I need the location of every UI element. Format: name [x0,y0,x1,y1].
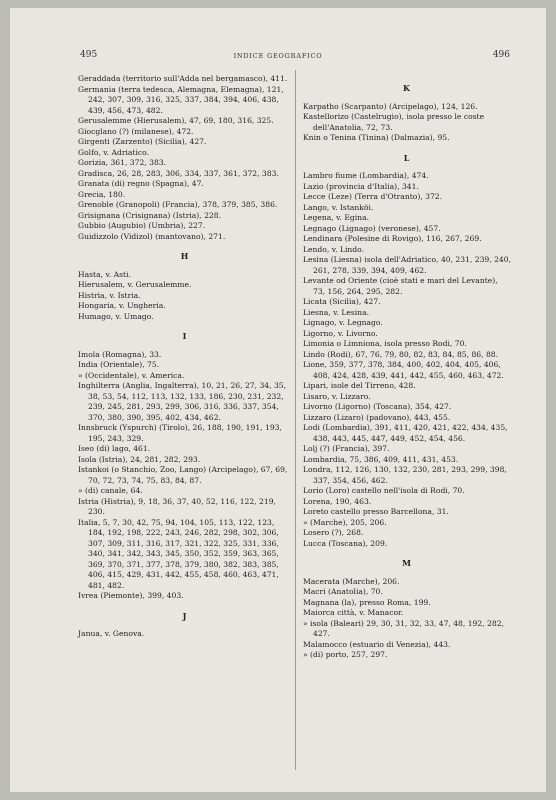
index-entry: Gerusalemme (Hierusalem), 47, 69, 180, 316, 325. [78,116,274,125]
right-column [303,74,511,661]
index-entry: Lindo (Rodi), 67, 76, 79, 80, 82, 83, 84, 85, 86, 88. [303,349,499,359]
index-entry: Janua, v. Genova. [78,629,145,638]
section-letter: M [402,558,412,568]
section-letter: L [403,152,411,163]
index-entry: Levante od Oriente (cioè stati e mari del Levante), 73, 156, 264, 295, 282. [303,276,498,296]
index-entry: Lango, v. Istanköi. [303,202,374,212]
index-entry: India (Orientale), 75. [78,360,160,369]
index-entry: Granata (di) regno (Spagna), 47. [78,179,204,188]
index-entry: Imola (Romagna), 33. [78,349,162,359]
index-entry: Loreto castello presso Barcellona, 31. [303,507,449,516]
index-entry: Karpatho (Scarpanto) (Arcipelago), 124, 126. [303,101,478,111]
index-entry: Italia, 5, 7, 30, 42, 75, 94, 104, 105, 113, 122, 123, 184, 192, 198, 222, 243, 246, 282, 298, 302, 306, 307, 309, 311, 316, 317, 321, 322, 325, 331, 336, 340, 341, 342, 343, 345, 350, 352, 359, 363, 365, 369, 370, 371, 377, 378, 379, 380, 382, 383, 385, 406, 415, 429, 431, 442, 455, 458, 460, 463, 471, 481, 482. [78,517,279,590]
index-entry: Ligorno, v. Livorno. [303,328,378,338]
index-entry: Macri (Anatolia), 70. [303,587,383,596]
index-entry: Lolj (?) (Francia), 397. [303,444,390,453]
index-entry: Legnago (Lignago) (veronese), 457. [303,223,441,233]
book-page [10,8,546,792]
index-entry: Hasta, v. Asti. [78,269,131,279]
index-entry: Lione, 359, 377, 378, 384, 400, 402, 404, 405, 406, 408, 424, 428, 439, 441, 442, 455, 460, 463, 472. [303,360,504,380]
index-entry: Geraddada (territorio sull'Adda nel bergamasco), 411. [78,74,288,83]
index-entry: Licata (Sicilia), 427. [303,297,381,306]
index-entry: Kastellorizo (Castelrugio), isola presso le coste dell'Anatolia, 72, 73. [303,112,485,132]
index-entry: Isola (Istria), 24, 281, 282, 293. [78,454,201,464]
index-entry: Humago, v. Umago. [78,311,154,321]
index-entry: Lorio (Loro) castello nell'isola di Rodi, 70. [303,486,465,495]
index-entry: Knin o Tenina (Tinina) (Dalmazia), 95. [303,133,450,142]
index-entry: Gorizia, 361, 372, 383. [78,158,167,167]
index-entry: Histria, v. Istria. [78,290,141,300]
index-entry: Malamocco (estuario di Venezia), 443. [303,639,451,649]
index-entry: Maiorca città, v. Manacor. [303,608,404,617]
index-entry: Lipari, isole del Tirreno, 428. [303,381,416,390]
index-entry: Golfo, v. Adriatico. [78,147,150,157]
index-entry: Lesina (Liesna) isola dell'Adriatico, 40, 231, 239, 240, 261, 278, 339, 394, 409, 462. [303,255,511,275]
section-letter: I [182,331,188,341]
index-entry: Lazio (provincia d'Italia), 341. [303,181,419,191]
index-entry: » (Marche), 205, 206. [303,517,387,527]
index-entry: Liesna, v. Lesina. [303,307,370,317]
index-entry: Germania (terra tedesca, Alemagna, Elemagna), 121, 242, 307, 309, 316, 325, 337, 384, 394, 406, 438, 439, 456, 473, 482. [78,84,284,115]
index-entry: Macerata (Marche), 206. [303,576,400,586]
index-entry: Londra, 112, 126, 130, 132, 230, 281, 293, 299, 398, 337, 354, 456, 462. [303,465,507,485]
index-entry: Iseo (di) lago, 461. [78,444,151,453]
index-entry: Istankoi (o Stanchio, Zoo, Lango) (Arcipelago), 67, 69, 70, 72, 73, 74, 75, 83, 84, 87. [78,465,288,485]
index-entry: Limonia o Limniona, isola presso Rodi, 70. [303,339,467,348]
index-entry: Istria (Histria), 9, 18, 36, 37, 40, 52, 116, 122, 219, 230. [78,496,276,516]
index-entry: Grisignana (Crisignana) (Istria), 228. [78,210,221,220]
index-entry: Lizzaro (Lizaro) (padovano), 443, 455. [303,412,451,422]
index-entry: » (Occidentale), v. America. [78,370,185,380]
index-entry: Hongaria, v. Ungheria. [78,301,166,310]
left-page-number: 495 [80,50,98,60]
index-entry: Legena, v. Egina. [303,213,370,222]
index-entry: Grenoble (Granopoli) (Francia), 378, 379, 385, 386. [78,200,278,209]
section-letter: J [182,610,188,621]
index-entry: Inghilterra (Anglia, Ingalterra), 10, 21, 26, 27, 34, 35, 38, 53, 54, 112, 113, 132, 133, 186, 230, 231, 232, 239, 245, 281, 293, 299, 306, 316, 336, 337, 354, 370, 380, 390, 395, 402, 434, 462. [78,381,287,422]
column-divider [295,70,296,770]
index-entry: Lignago, v. Legnago. [303,318,383,327]
index-entry: Grecia, 180. [78,189,126,199]
index-entry: Ivrea (Piemonte), 399, 403. [78,591,184,600]
section-letter: K [403,83,411,93]
index-entry: Lendo, v. Lindo. [303,244,364,254]
index-entry: Lambro fiume (Lombardia), 474. [303,171,429,180]
index-entry: Lecce (Leze) (Terra d'Otranto), 372. [303,192,443,201]
index-entry: Lorena, 190, 463. [303,496,372,506]
index-entry: Lisaro, v. Lizzaro. [303,391,371,401]
right-page-number: 496 [492,50,510,60]
index-entry: Magnana (la), presso Roma, 199. [303,597,431,607]
index-entry: » (di) canale, 64. [78,486,143,495]
index-entry: » (di) porto, 257, 297. [303,650,388,659]
index-entry: » isola (Baleari) 29, 30, 31, 32, 33, 47, 48, 192, 282, 427. [303,618,504,638]
index-entry: Gubbio (Augubio) (Umbria), 227. [78,221,206,230]
index-entry: Losero (?), 268. [303,528,364,537]
index-entry: Guidizzolo (Vidizol) (mantovano), 271. [78,231,226,241]
index-entry: Livorno (Ligorno) (Toscana), 354, 427. [303,402,452,411]
index-entry: Lucca (Toscana), 209. [303,538,388,548]
index-entry: Girgenti (Zarzento) (Sicilia), 427. [78,137,207,146]
index-entry: Lombardia, 75, 386, 409, 411, 431, 453. [303,454,459,464]
left-column [78,74,292,640]
index-entry: Lendinara (Polesine di Rovigo), 116, 267, 269. [303,234,482,243]
index-entry: Lodi (Lombardia), 391, 411, 420, 421, 422, 434, 435, 438, 443, 445, 447, 449, 452, 454, 456. [303,423,508,443]
index-entry: Innsbruck (Yspurch) (Tirolo), 26, 188, 190, 191, 193, 195, 243, 329. [78,423,282,443]
index-entry: Giocglano (?) (milanese), 472. [78,126,194,136]
running-title: INDICE GEOGRAFICO [233,52,323,60]
index-entry: Hierusalem, v. Gerusalemme. [78,280,192,289]
index-entry: Gradisca, 26, 28, 283, 306, 334, 337, 361, 372, 383. [78,168,279,178]
section-letter: H [180,251,190,261]
